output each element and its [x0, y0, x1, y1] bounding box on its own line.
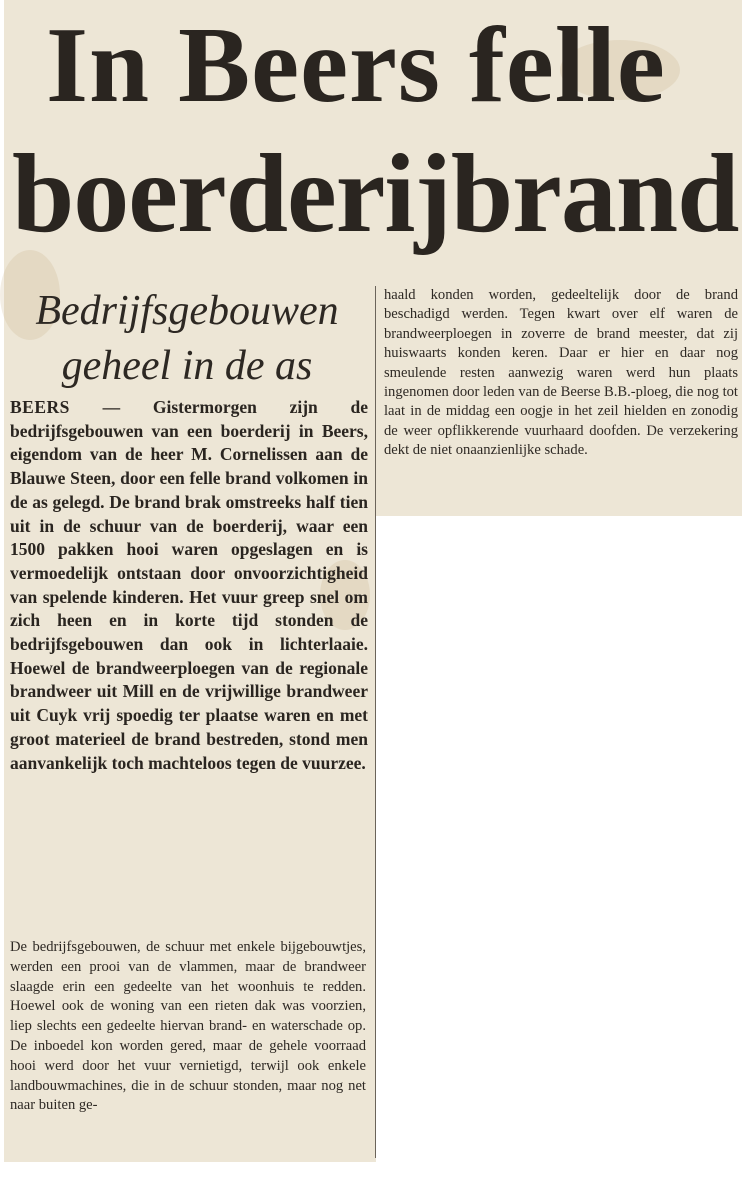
headline-line-1: In Beers felle	[46, 6, 666, 125]
headline	[10, 2, 740, 258]
headline-line-2: boerderijbrand	[12, 132, 739, 256]
subheadline-line-1: Bedrijfsgebouwen	[35, 288, 339, 334]
subheadline-line-2: geheel in de as	[61, 343, 313, 389]
subheadline	[12, 284, 362, 394]
dateline: BEERS	[10, 397, 70, 417]
body-paragraph-right: haald konden worden, gedeeltelijk door de brand beschadigd werden. Tegen kwart over elf waren de brandweerploegen in zoverre de brand meester, dat zij huiswaarts konden keren. Daar er hier en daar nog smeulende resten aanwezig waren werd hun plaats ingenomen door leden van de Beerse B.B.-ploeg, die nog tot laat in de middag een oogje in het zeil hielden en zonodig de weer opflikkerende vuurhaard doofden. De verzekering dekt de niet onaanzienlijke schade.	[384, 287, 738, 459]
column-divider	[375, 286, 376, 1158]
lead-paragraph	[10, 396, 368, 775]
lead-text: — Gistermorgen zijn de bedrijfsgebouwen van een boerderij in Beers, eigendom van de heer M. Cornelissen aan de Blauwe Steen, door een felle brand volkomen in de as gelegd. De brand brak omstreeks half tien uit in de schuur van de boerderij, waar een 1500 pakken hooi waren opgeslagen en is vermoedelijk ontstaan door onvoorzichtigheid van spelende kinderen. Het vuur greep snel om zich heen en in korte tijd stonden de bedrijfsgebouwen dan ook in lichterlaaie. Hoewel de brandweerploegen van de regionale brandweer uit Mill en de vrijwillige brandweer uit Cuyk vrij spoedig ter plaatse waren en met groot materieel de brand bestreden, stond men aanvankelijk toch machteloos tegen de vuurzee.	[10, 397, 368, 773]
body-paragraph-left: De bedrijfsgebouwen, de schuur met enkele bijgebouwtjes, werden een prooi van de vlammen, maar de brandweer slaagde erin een gedeelte van het woonhuis te redden. Hoewel ook de woning van een rieten dak was voorzien, liep slechts een gedeelte hiervan brand- en waterschade op. De inboedel kon worden gered, maar de gehele voorraad hooi werd door het vuur vernietigd, terwijl ook enkele landbouwmachines, die in de schuur stonden, maar nog net naar buiten ge-	[10, 939, 366, 1114]
